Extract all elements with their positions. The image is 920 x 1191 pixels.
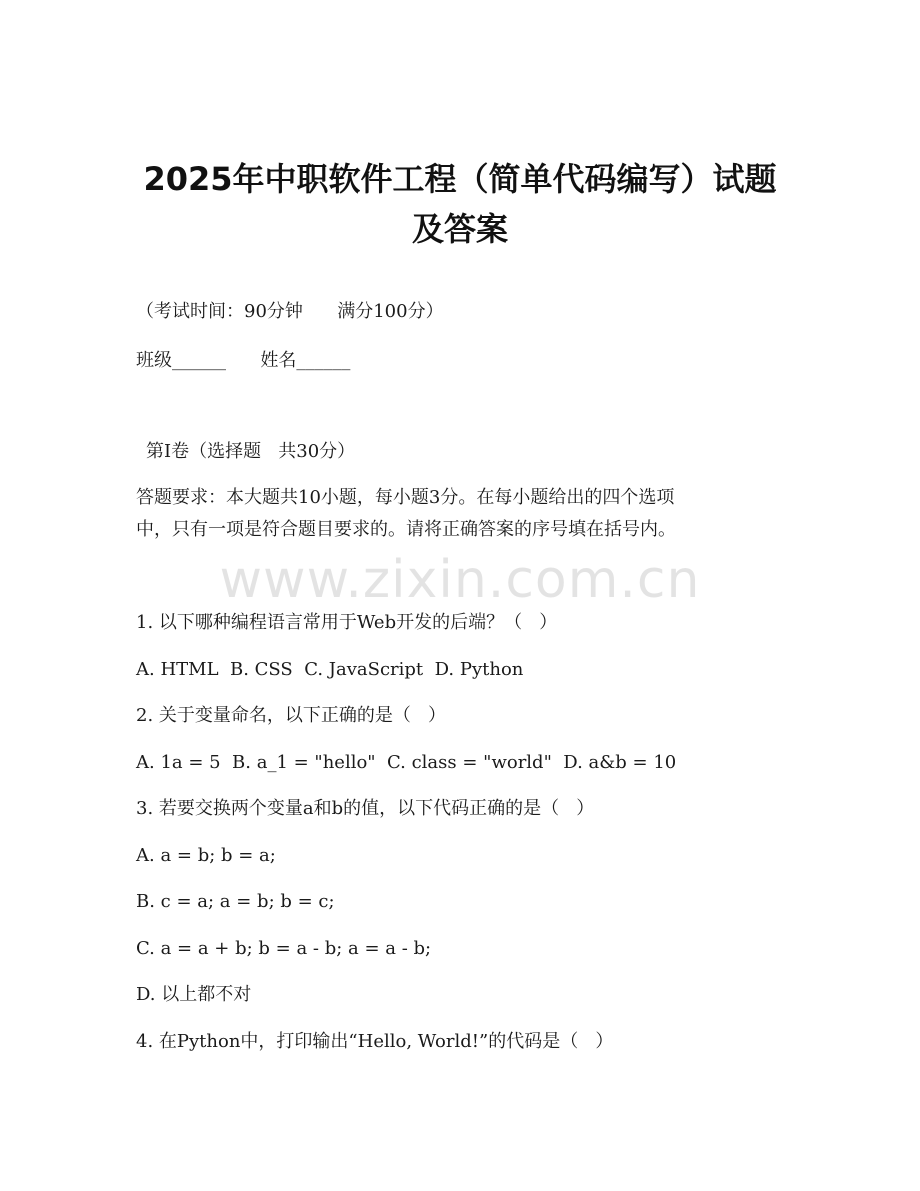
instructions-line2: 中，只有一项是符合题目要求的。请将正确答案的序号填在括号内。 [136, 519, 676, 540]
question-2-stem: 2. 关于变量命名，以下正确的是（ ） [136, 705, 447, 726]
question-3-option-a: A. a = b; b = a; [136, 845, 276, 866]
question-3-stem: 3. 若要交换两个变量a和b的值，以下代码正确的是（ ） [136, 798, 595, 819]
question-3-option-b: B. c = a; a = b; b = c; [136, 891, 335, 912]
question-3-option-c: C. a = a + b; b = a - b; a = a - b; [136, 938, 432, 959]
question-4-stem: 4. 在Python中，打印输出“Hello, World!”的代码是（ ） [136, 1031, 614, 1052]
document-title-line1: 2025年中职软件工程（简单代码编写）试题 [143, 160, 777, 198]
question-2-options: A. 1a = 5 B. a_1 = "hello" C. class = "world" D. a&b = 10 [136, 752, 677, 773]
question-1-options: A. HTML B. CSS C. JavaScript D. Python [136, 659, 524, 680]
instructions-line1: 答题要求：本大题共10小题，每小题3分。在每小题给出的四个选项 [136, 487, 675, 508]
class-name-fields: 班级______ 姓名______ [136, 350, 351, 371]
document-title-line2: 及答案 [411, 210, 508, 248]
exam-info: （考试时间：90分钟 满分100分） [136, 301, 444, 322]
question-1-stem: 1. 以下哪种编程语言常用于Web开发的后端？（ ） [136, 612, 558, 633]
section-header: 第Ⅰ卷（选择题 共30分） [146, 441, 356, 462]
watermark-text: www.zixin.com.cn [219, 550, 701, 610]
question-3-option-d: D. 以上都不对 [136, 984, 252, 1005]
